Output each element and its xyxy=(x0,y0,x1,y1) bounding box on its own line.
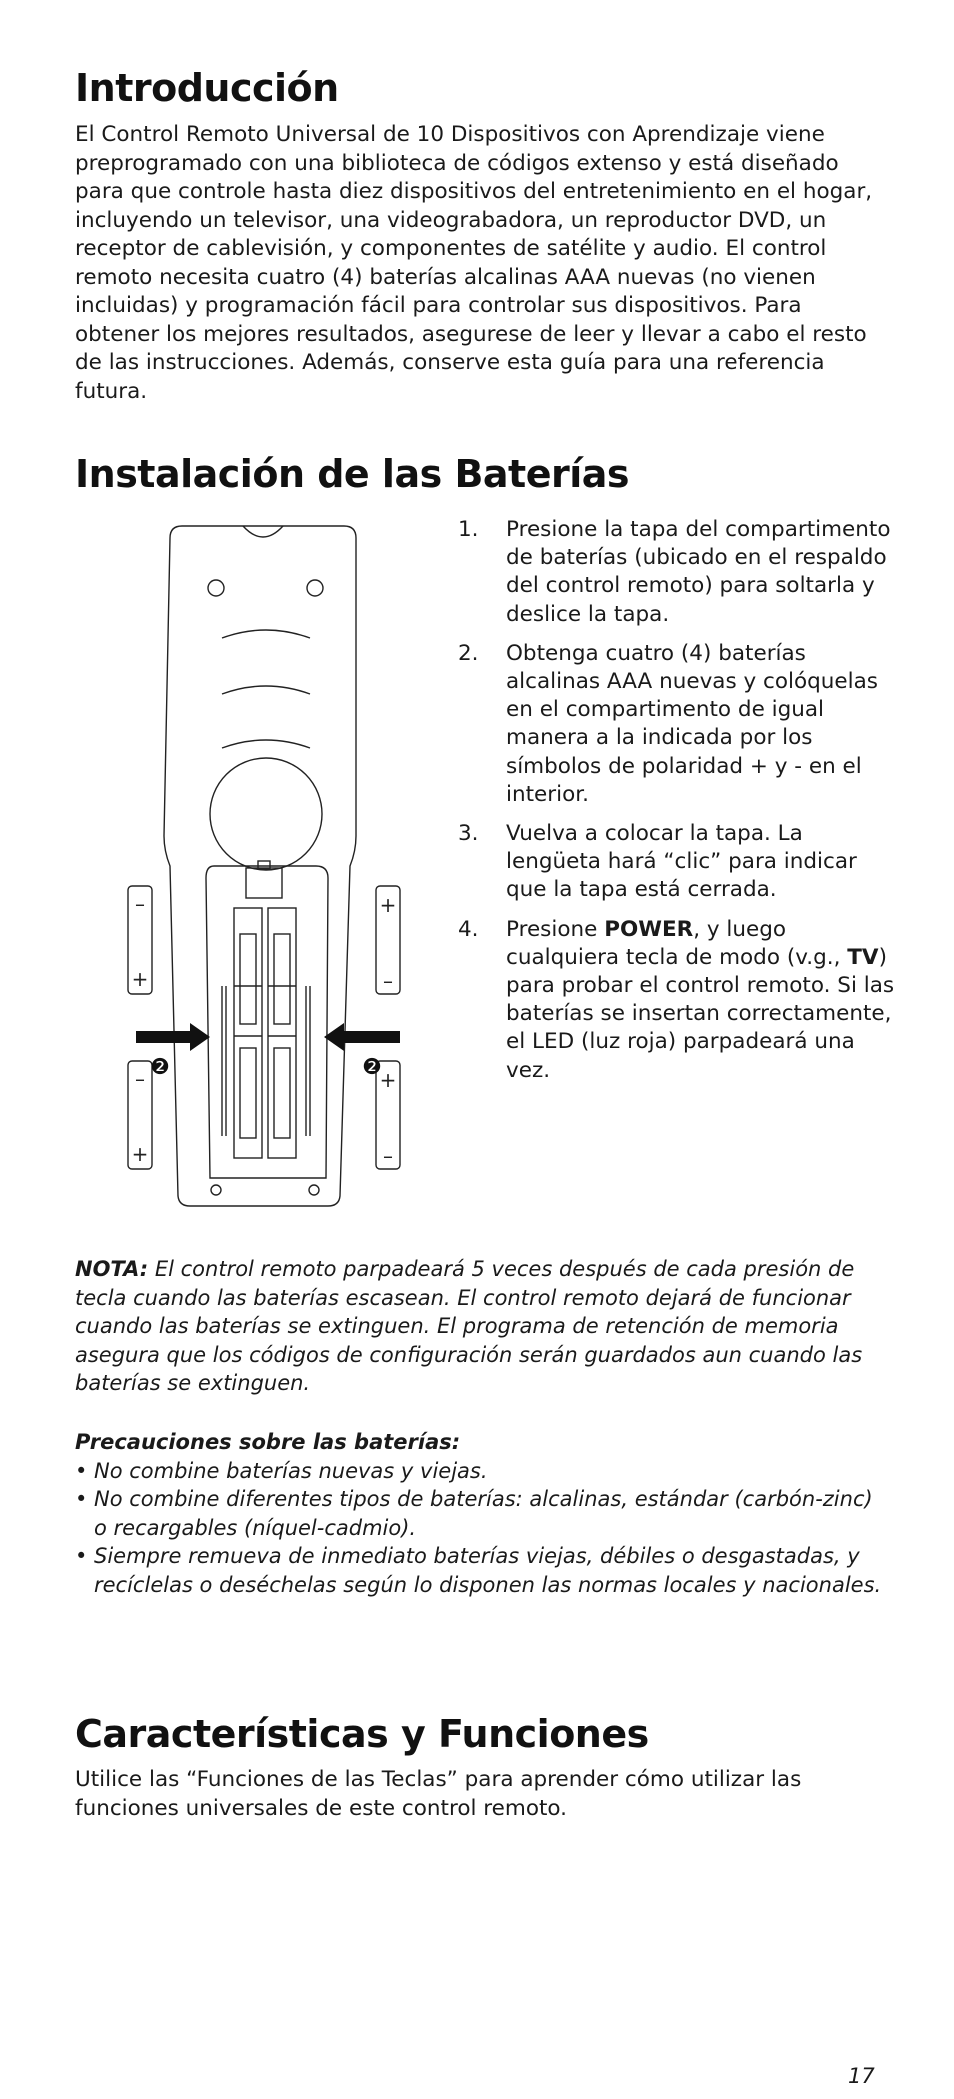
precaution-item xyxy=(75,1457,885,1486)
step-text-mid: , y luego cualquiera tecla de modo (v.g., xyxy=(506,916,848,970)
remote-navigation-pad xyxy=(210,758,322,870)
battery-contact-2 xyxy=(274,934,290,1024)
step-text: Obtenga cuatro (4) baterías alcalinas AAA nuevas y colóquelas en el compartimento de igual manera a la indicada por los símbolos de polaridad + y - en el interior. xyxy=(506,640,879,807)
battery-slot-left xyxy=(234,908,262,1158)
battery-slot-right xyxy=(268,908,296,1158)
step-number: 3. xyxy=(458,821,479,847)
bullet: • xyxy=(75,1544,88,1568)
battery-left-bottom-minus: – xyxy=(135,1067,145,1091)
remote-ridge-3 xyxy=(222,740,310,748)
intro-text: El Control Remoto Universal de 10 Dispositivos con Aprendizaje viene preprogramado con una biblioteca de códigos extenso y está diseñado para que controle hasta diez dispositivos del entretenimiento en el hogar, incluyendo un televisor, una videograbadora, un reproductor DVD, un receptor de cablevisión, y componentes de satélite y audio. El control remoto necesita cuatro (4) baterías alcalinas AAA nuevas (no vienen incluidas) y programación fácil para controlar sus dispositivos. Para obtener los mejores resultados, asegurese de leer y llevar a cabo el resto de las instrucciones. Además, conserve esta guía para una referencia futura. xyxy=(75,122,873,404)
remote-button-left xyxy=(208,580,224,596)
arrow-right-icon xyxy=(136,1023,210,1051)
features-text: Utilice las “Funciones de las Teclas” para aprender cómo utilizar las funciones universales de este control remoto. xyxy=(75,1767,802,1821)
precaution-text: No combine baterías nuevas y viejas. xyxy=(94,1458,488,1483)
step-number: 2. xyxy=(458,640,479,666)
battery-right-top-minus: – xyxy=(383,969,393,993)
step-callout-right: ❷ xyxy=(362,1055,382,1080)
precaution-text: Siempre remueva de inmediato baterías viejas, débiles o desgastadas, y recíclelas o deséchelas según lo disponen las normas locales y nacionales. xyxy=(94,1544,882,1597)
bullet: • xyxy=(75,1487,88,1511)
battery-right-bottom-minus: – xyxy=(383,1144,393,1168)
battery-contact-1 xyxy=(240,934,256,1024)
bullet: • xyxy=(75,1458,88,1483)
remote-top-notch xyxy=(243,526,283,537)
battery-left-top-minus: – xyxy=(135,892,145,916)
battery-right-top-plus: + xyxy=(379,893,397,917)
page-number: 17 xyxy=(848,2064,875,2088)
battery-step xyxy=(458,916,898,1085)
precaution-text: No combine diferentes tipos de baterías: alcalinas, estándar (carbón-zinc) o recargables (níquel-cadmio). xyxy=(94,1487,873,1540)
precaution-item xyxy=(75,1542,885,1599)
battery-step xyxy=(458,640,898,809)
remote-ridge-1 xyxy=(222,630,310,638)
battery-step xyxy=(458,516,898,629)
features-heading: Características y Funciones xyxy=(75,1712,649,1756)
battery-right-bottom-plus: + xyxy=(379,1068,397,1092)
tv-key-label: TV xyxy=(847,944,879,970)
battery-left-top-plus: + xyxy=(131,967,149,991)
step-text: Presione la tapa del compartimento de baterías (ubicado en el respaldo del control remoto) para soltarla y deslice la tapa. xyxy=(506,517,891,627)
remote-screw-right xyxy=(309,1185,319,1195)
precaution-item xyxy=(75,1485,885,1542)
step-text-post: ) para probar el control remoto. Si las baterías se insertan correctamente, el LED (luz roja) parpadeará una vez. xyxy=(506,944,895,1083)
precautions-list xyxy=(75,1457,885,1600)
battery-contact-4 xyxy=(274,1048,290,1138)
remote-button-right xyxy=(307,580,323,596)
step-number: 1. xyxy=(458,517,479,542)
battery-steps-list xyxy=(458,516,898,1096)
arrow-left-icon xyxy=(324,1023,400,1051)
step-number: 4. xyxy=(458,916,479,942)
intro-heading: Introducción xyxy=(75,66,339,110)
remote-battery-illustration xyxy=(118,516,418,1216)
compartment-latch xyxy=(246,868,282,898)
remote-ridge-2 xyxy=(222,686,310,694)
step-text-pre: Presione xyxy=(506,916,605,942)
note-label: NOTA: xyxy=(75,1257,149,1281)
note-paragraph xyxy=(75,1255,885,1398)
remote-screw-left xyxy=(211,1185,221,1195)
step-text: Vuelva a colocar la tapa. La lengüeta hará “clic” para indicar que la tapa está cerrada. xyxy=(506,821,857,903)
battery-left-bottom-plus: + xyxy=(131,1142,149,1166)
precautions-title: Precauciones sobre las baterías: xyxy=(75,1430,461,1454)
batteries-heading: Instalación de las Baterías xyxy=(75,452,630,496)
battery-step xyxy=(458,820,898,905)
note-text: El control remoto parpadeará 5 veces después de cada presión de tecla cuando las baterías escasean. El control remoto dejará de funcionar cuando las baterías se extinguen. El programa de retención de memoria asegura que los códigos de configuración serán guardados aun cuando las baterías se extinguen. xyxy=(75,1257,863,1395)
battery-precautions xyxy=(75,1428,885,1599)
power-key-label: POWER xyxy=(604,916,694,942)
step-callout-left: ❷ xyxy=(150,1055,170,1080)
battery-contact-3 xyxy=(240,1048,256,1138)
